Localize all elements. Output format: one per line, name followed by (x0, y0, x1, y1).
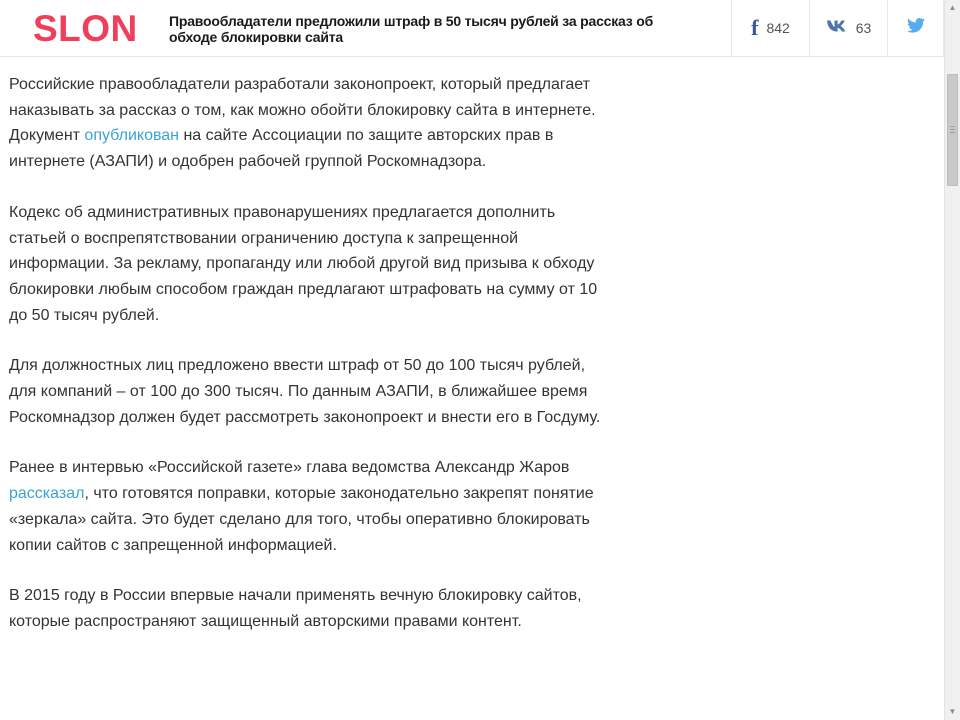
vertical-scrollbar[interactable] (944, 0, 960, 720)
facebook-share-button[interactable] (731, 0, 809, 56)
thumb-grip-line (950, 129, 955, 130)
site-header (0, 0, 944, 57)
scroll-down-arrow-icon[interactable]: ▼ (948, 707, 957, 716)
twitter-share-button[interactable] (887, 0, 944, 56)
facebook-icon: f (751, 15, 759, 40)
published-link[interactable]: опубликован (84, 127, 180, 145)
paragraph-text: , что готовятся поправки, которые законодательно закрепят понятие «зеркала» сайта. Это будет сделано для того, чтобы оперативно блокировать копии сайтов с запрещенной информацией. (9, 485, 594, 554)
article-paragraph (9, 72, 609, 175)
interview-link[interactable]: рассказал (9, 485, 85, 503)
scrollbar-thumb[interactable] (947, 74, 958, 186)
article-paragraph (9, 455, 609, 558)
paragraph-text: Российские правообладатели разработали законопроект, который предлагает наказывать за рассказ о том, как можно обойти блокировку сайта в интернете. Документ (9, 76, 596, 145)
thumb-grip-line (950, 126, 955, 127)
article-paragraph: Для должностных лиц предложено ввести штраф от 50 до 100 тысяч рублей, для компаний – от 100 до 300 тысяч. По данным АЗАПИ, в ближайшее время Роскомнадзор должен будет рассмотреть законопроект и внести его в Госдуму. (9, 357, 601, 426)
vk-icon (826, 18, 848, 38)
vk-share-count: 63 (855, 20, 872, 36)
article-paragraph: В 2015 году в России впервые начали применять вечную блокировку сайтов, которые распространяют защищенный авторскими правами контент. (9, 587, 582, 630)
facebook-share-count: 842 (766, 20, 790, 36)
twitter-icon (907, 18, 925, 38)
vk-icon-svg (826, 19, 848, 33)
article-body (9, 72, 609, 660)
article-headline: Правообладатели предложили штраф в 50 тысяч рублей за рассказ об обходе блокировки сайта (169, 13, 654, 45)
vk-share-button[interactable] (809, 0, 887, 56)
thumb-grip-line (950, 132, 955, 133)
twitter-bird-svg (907, 18, 925, 33)
paragraph-text: Ранее в интервью «Российской газете» глава ведомства Александр Жаров (9, 459, 570, 477)
scroll-up-arrow-icon[interactable]: ▲ (948, 3, 957, 12)
paragraph-text: на сайте Ассоциации по защите авторских прав в интернете (АЗАПИ) и одобрен рабочей группой Роскомнадзора. (9, 127, 554, 171)
slon-logo[interactable]: SLON (33, 8, 138, 49)
article-paragraph: Кодекс об административных правонарушениях предлагается дополнить статьей о воспрепятствовании ограничению доступа к запрещенной информации. За рекламу, пропаганду или любой другой вид призыва к обходу блокировки любым способом граждан предлагают штрафовать на сумму от 10 до 50 тысяч рублей. (9, 203, 598, 324)
